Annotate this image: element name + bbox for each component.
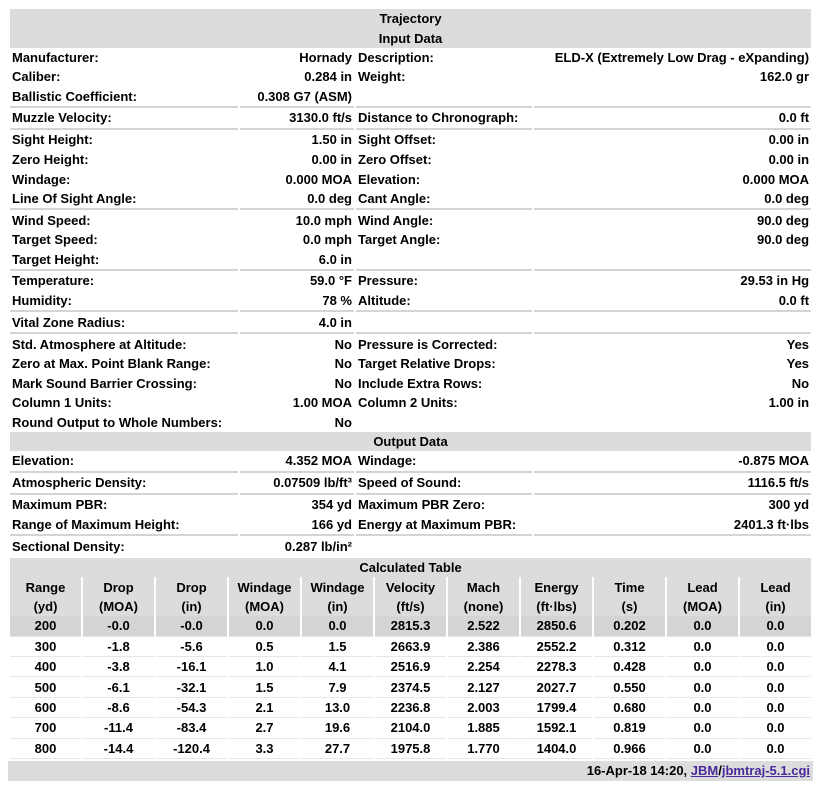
table-cell: 0.5	[229, 637, 300, 657]
input-label: Ballistic Coefficient:	[10, 87, 238, 106]
input-value: Hornady	[240, 48, 354, 67]
input-value: No	[534, 374, 811, 393]
table-cell: -120.4	[156, 739, 227, 759]
input-row	[10, 189, 811, 208]
table-cell: 1.5	[229, 677, 300, 697]
table-cell: 0.0	[740, 657, 811, 677]
output-label: Speed of Sound:	[356, 471, 532, 493]
output-row	[10, 493, 811, 515]
table-row	[10, 616, 811, 636]
output-label: Range of Maximum Height:	[10, 515, 238, 534]
footer-timestamp: 16-Apr-18 14:20,	[586, 762, 691, 778]
input-value: 6.0 in	[240, 250, 354, 269]
table-cell: 2516.9	[375, 657, 446, 677]
input-label: Column 2 Units:	[356, 393, 532, 412]
input-row	[10, 230, 811, 249]
input-label: Target Angle:	[356, 230, 532, 249]
input-label: Target Relative Drops:	[356, 354, 532, 373]
table-cell: 0.0	[740, 637, 811, 657]
table-cell: 1.885	[448, 718, 519, 738]
input-label: Caliber:	[10, 67, 238, 86]
table-cell: 0.0	[740, 739, 811, 759]
input-label: Description:	[356, 48, 532, 67]
input-label: Mark Sound Barrier Crossing:	[10, 374, 238, 393]
input-row	[10, 150, 811, 169]
input-value: 0.284 in	[240, 67, 354, 86]
column-unit: (in)	[156, 597, 227, 616]
table-cell: 27.7	[302, 739, 373, 759]
input-value: 0.00 in	[534, 128, 811, 150]
column-header: Range	[10, 577, 81, 596]
output-value: 0.287 lb/in²	[240, 534, 354, 556]
table-row	[10, 677, 811, 697]
output-label	[356, 534, 532, 556]
table-cell: 13.0	[302, 698, 373, 718]
table-cell: 2.1	[229, 698, 300, 718]
input-label: Zero Offset:	[356, 150, 532, 169]
input-label: Pressure is Corrected:	[356, 332, 532, 354]
table-row	[10, 698, 811, 718]
table-cell: 3.3	[229, 739, 300, 759]
column-unit: (in)	[302, 597, 373, 616]
input-label: Wind Speed:	[10, 208, 238, 230]
table-row	[10, 657, 811, 677]
table-cell: -8.6	[83, 698, 154, 718]
table-cell: 2104.0	[375, 718, 446, 738]
input-value: 10.0 mph	[240, 208, 354, 230]
input-value	[534, 250, 811, 269]
input-row	[10, 269, 811, 291]
input-label: Target Speed:	[10, 230, 238, 249]
table-cell: -0.0	[156, 616, 227, 636]
input-label: Cant Angle:	[356, 189, 532, 208]
input-row	[10, 374, 811, 393]
table-cell: 2.127	[448, 677, 519, 697]
table-cell: 7.9	[302, 677, 373, 697]
table-cell: 2.254	[448, 657, 519, 677]
output-data-header: Output Data	[10, 432, 811, 451]
calculated-table-header: Calculated Table	[10, 558, 811, 577]
input-label	[356, 87, 532, 106]
table-cell: 2027.7	[521, 677, 592, 697]
input-value: 0.308 G7 (ASM)	[240, 87, 354, 106]
input-label: Std. Atmosphere at Altitude:	[10, 332, 238, 354]
output-value: 0.07509 lb/ft³	[240, 471, 354, 493]
table-cell: 2.7	[229, 718, 300, 738]
input-row	[10, 250, 811, 269]
table-cell: 2.386	[448, 637, 519, 657]
output-value: 1116.5 ft/s	[534, 471, 811, 493]
input-label: Muzzle Velocity:	[10, 106, 238, 128]
table-cell: 2663.9	[375, 637, 446, 657]
input-row	[10, 106, 811, 128]
input-label: Target Height:	[10, 250, 238, 269]
input-label: Round Output to Whole Numbers:	[10, 412, 238, 431]
input-value: No	[240, 412, 354, 431]
table-cell: 0.0	[667, 677, 738, 697]
input-value	[534, 412, 811, 431]
input-label: Line Of Sight Angle:	[10, 189, 238, 208]
input-row	[10, 291, 811, 310]
output-label: Atmospheric Density:	[10, 471, 238, 493]
input-row	[10, 332, 811, 354]
column-header: Lead	[667, 577, 738, 596]
table-cell: 800	[10, 739, 81, 759]
table-cell: -3.8	[83, 657, 154, 677]
column-header: Windage	[229, 577, 300, 596]
input-data-header: Input Data	[10, 28, 811, 47]
table-cell: -32.1	[156, 677, 227, 697]
output-row	[10, 534, 811, 556]
table-cell: 0.0	[740, 698, 811, 718]
input-label: Zero at Max. Point Blank Range:	[10, 354, 238, 373]
table-cell: -6.1	[83, 677, 154, 697]
input-row	[10, 208, 811, 230]
input-value: 90.0 deg	[534, 230, 811, 249]
input-value: 0.00 in	[240, 150, 354, 169]
table-cell: -5.6	[156, 637, 227, 657]
table-cell: -11.4	[83, 718, 154, 738]
table-cell: 2236.8	[375, 698, 446, 718]
input-value: No	[240, 354, 354, 373]
input-label: Include Extra Rows:	[356, 374, 532, 393]
input-value: 3130.0 ft/s	[240, 106, 354, 128]
column-header: Energy	[521, 577, 592, 596]
table-cell: 600	[10, 698, 81, 718]
output-value: 4.352 MOA	[240, 451, 354, 470]
table-cell: 2850.6	[521, 616, 592, 636]
input-label: Sight Offset:	[356, 128, 532, 150]
column-header: Drop	[83, 577, 154, 596]
table-cell: -83.4	[156, 718, 227, 738]
column-unit: (MOA)	[83, 597, 154, 616]
column-unit: (MOA)	[229, 597, 300, 616]
column-header: Windage	[302, 577, 373, 596]
table-cell: -14.4	[83, 739, 154, 759]
table-cell: 2552.2	[521, 637, 592, 657]
table-cell: 300	[10, 637, 81, 657]
table-cell: 2.522	[448, 616, 519, 636]
input-row	[10, 169, 811, 188]
input-value: 29.53 in Hg	[534, 269, 811, 291]
table-cell: 0.0	[667, 718, 738, 738]
column-header: Velocity	[375, 577, 446, 596]
input-row	[10, 412, 811, 431]
column-header: Drop	[156, 577, 227, 596]
table-cell: 2815.3	[375, 616, 446, 636]
input-value: 1.50 in	[240, 128, 354, 150]
table-cell: -1.8	[83, 637, 154, 657]
table-cell: 1592.1	[521, 718, 592, 738]
table-cell: 4.1	[302, 657, 373, 677]
input-label: Temperature:	[10, 269, 238, 291]
footer	[8, 761, 813, 781]
table-cell: 0.428	[594, 657, 665, 677]
input-row	[10, 310, 811, 332]
table-cell: 2374.5	[375, 677, 446, 697]
input-output-table	[8, 9, 813, 556]
table-cell: -54.3	[156, 698, 227, 718]
input-label: Windage:	[10, 169, 238, 188]
input-label: Wind Angle:	[356, 208, 532, 230]
page-title: Trajectory	[10, 9, 811, 28]
input-value: 90.0 deg	[534, 208, 811, 230]
input-row	[10, 67, 811, 86]
input-value: 78 %	[240, 291, 354, 310]
table-cell: 0.0	[667, 698, 738, 718]
table-cell: 1404.0	[521, 739, 592, 759]
input-row	[10, 393, 811, 412]
table-cell: 0.202	[594, 616, 665, 636]
output-value	[534, 534, 811, 556]
table-cell: 0.819	[594, 718, 665, 738]
table-cell: 700	[10, 718, 81, 738]
column-unit: (ft·lbs)	[521, 597, 592, 616]
input-label: Altitude:	[356, 291, 532, 310]
table-cell: 0.680	[594, 698, 665, 718]
input-value	[534, 87, 811, 106]
column-unit: (in)	[740, 597, 811, 616]
input-row	[10, 48, 811, 67]
input-value: 0.0 deg	[534, 189, 811, 208]
table-row	[10, 637, 811, 657]
input-value: 0.0 mph	[240, 230, 354, 249]
input-label: Manufacturer:	[10, 48, 238, 67]
input-value: 0.00 in	[534, 150, 811, 169]
table-cell: 1799.4	[521, 698, 592, 718]
column-unit: (yd)	[10, 597, 81, 616]
output-label: Sectional Density:	[10, 534, 238, 556]
column-header: Lead	[740, 577, 811, 596]
table-cell: 0.0	[740, 718, 811, 738]
column-unit: (MOA)	[667, 597, 738, 616]
table-cell: 1.5	[302, 637, 373, 657]
input-row	[10, 354, 811, 373]
jbm-link[interactable]: JBM	[690, 762, 719, 778]
table-cell: 1.770	[448, 739, 519, 759]
output-value: 354 yd	[240, 493, 354, 515]
table-cell: 19.6	[302, 718, 373, 738]
input-value: 1.00 MOA	[240, 393, 354, 412]
column-unit: (none)	[448, 597, 519, 616]
input-value: 162.0 gr	[534, 67, 811, 86]
input-value: Yes	[534, 332, 811, 354]
input-value: 0.0 deg	[240, 189, 354, 208]
footer-slash: /	[718, 762, 722, 778]
input-label	[356, 250, 532, 269]
table-row	[10, 718, 811, 738]
input-value: Yes	[534, 354, 811, 373]
table-cell: -0.0	[83, 616, 154, 636]
column-unit: (s)	[594, 597, 665, 616]
table-cell: 0.550	[594, 677, 665, 697]
table-cell: 0.0	[667, 616, 738, 636]
output-row	[10, 515, 811, 534]
output-row	[10, 451, 811, 470]
column-header: Time	[594, 577, 665, 596]
output-value: 300 yd	[534, 493, 811, 515]
output-label: Elevation:	[10, 451, 238, 470]
table-cell: 2278.3	[521, 657, 592, 677]
table-cell: 0.0	[740, 677, 811, 697]
input-value: 0.0 ft	[534, 106, 811, 128]
calculated-table	[8, 558, 813, 759]
input-label: Column 1 Units:	[10, 393, 238, 412]
table-cell: 200	[10, 616, 81, 636]
input-value: ELD-X (Extremely Low Drag - eXpanding)	[534, 48, 811, 67]
input-label: Humidity:	[10, 291, 238, 310]
input-label: Zero Height:	[10, 150, 238, 169]
output-value: 2401.3 ft·lbs	[534, 515, 811, 534]
input-value: 1.00 in	[534, 393, 811, 412]
input-label	[356, 412, 532, 431]
output-label: Maximum PBR:	[10, 493, 238, 515]
input-value: No	[240, 374, 354, 393]
trajectory-report	[8, 9, 813, 781]
input-value: 59.0 °F	[240, 269, 354, 291]
table-cell: 1.0	[229, 657, 300, 677]
input-label: Distance to Chronograph:	[356, 106, 532, 128]
jbmtraj-link[interactable]: jbmtraj-5.1.cgi	[721, 762, 810, 778]
table-cell: 1975.8	[375, 739, 446, 759]
table-cell: 400	[10, 657, 81, 677]
input-label: Pressure:	[356, 269, 532, 291]
input-label: Weight:	[356, 67, 532, 86]
output-label: Windage:	[356, 451, 532, 470]
output-label: Energy at Maximum PBR:	[356, 515, 532, 534]
input-label	[356, 310, 532, 332]
output-row	[10, 471, 811, 493]
table-cell: 500	[10, 677, 81, 697]
table-cell: 0.0	[229, 616, 300, 636]
input-label: Vital Zone Radius:	[10, 310, 238, 332]
column-unit: (ft/s)	[375, 597, 446, 616]
output-value: -0.875 MOA	[534, 451, 811, 470]
table-cell: 0.0	[740, 616, 811, 636]
input-value: 0.0 ft	[534, 291, 811, 310]
table-cell: -16.1	[156, 657, 227, 677]
input-label: Elevation:	[356, 169, 532, 188]
table-cell: 0.0	[667, 739, 738, 759]
input-value: 4.0 in	[240, 310, 354, 332]
table-cell: 0.0	[302, 616, 373, 636]
input-row	[10, 128, 811, 150]
table-cell: 0.312	[594, 637, 665, 657]
table-row	[10, 739, 811, 759]
column-header: Mach	[448, 577, 519, 596]
table-cell: 2.003	[448, 698, 519, 718]
table-cell: 0.0	[667, 657, 738, 677]
output-label: Maximum PBR Zero:	[356, 493, 532, 515]
table-cell: 0.0	[667, 637, 738, 657]
input-label: Sight Height:	[10, 128, 238, 150]
input-row	[10, 87, 811, 106]
input-value	[534, 310, 811, 332]
input-value: 0.000 MOA	[240, 169, 354, 188]
input-value: No	[240, 332, 354, 354]
output-value: 166 yd	[240, 515, 354, 534]
input-value: 0.000 MOA	[534, 169, 811, 188]
table-cell: 0.966	[594, 739, 665, 759]
